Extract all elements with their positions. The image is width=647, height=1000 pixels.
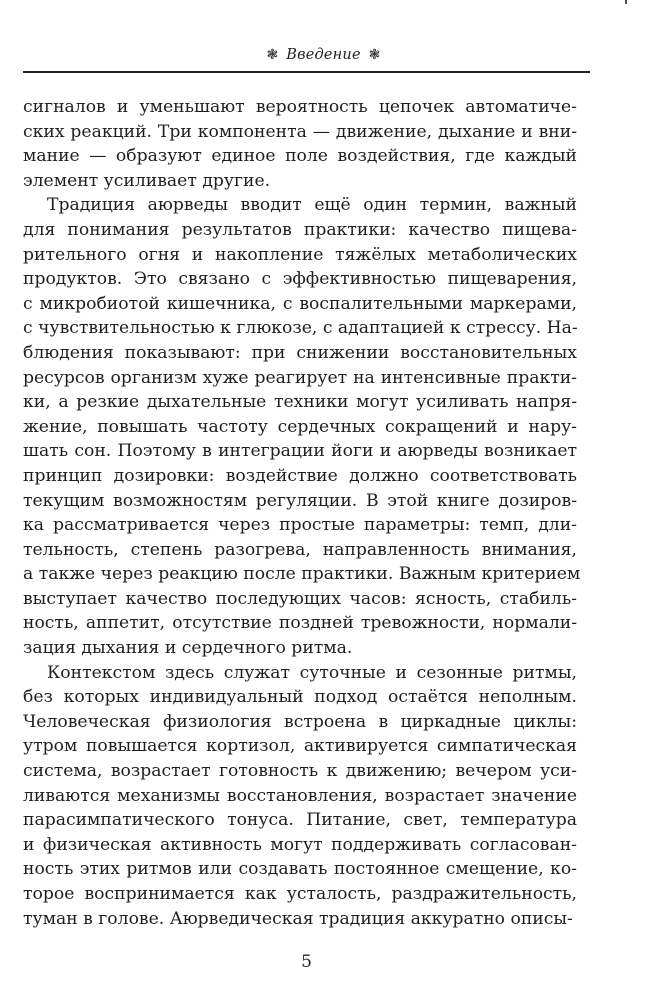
text-line: туман в голове. Аюрведическая традиция аккуратно описы- [23,908,573,929]
text-line: ки, а резкие дыхательные техники могут усиливать напря- [23,392,577,413]
header-rule [23,71,590,73]
chapter-title: Введение [286,47,361,63]
text-line: Традиция аюрведы вводит ещё один термин, важный [47,195,577,216]
text-line: ских реакций. Три компонента — движение, дыхание и вни- [23,121,577,142]
page-number: 5 [301,952,312,972]
text-line: Контекстом здесь служат суточные и сезонные ритмы, [47,662,577,683]
body-text [23,95,581,931]
text-line: ка рассматривается через простые параметры: темп, дли- [23,515,577,536]
text-line: тельность, степень разогрева, направленность внимания, [23,539,577,560]
text-line: с микробиотой кишечника, с воспалительными маркерами, [23,293,577,314]
running-head [0,44,647,66]
text-line: без которых индивидуальный подход остаётся неполным. [23,687,577,708]
text-line: жение, повышать частоту сердечных сокращений и нару- [23,416,577,437]
text-line: шать сон. Поэтому в интеграции йоги и аюрведы возникает [23,441,577,462]
paragraph [23,95,577,193]
text-line: текущим возможностям регуляции. В этой книге дозиров- [23,490,577,511]
paragraph [23,193,581,660]
ornament-left-icon: ❃ [266,47,279,63]
text-line: ливаются механизмы восстановления, возрастает значение [23,785,577,806]
text-line: торое воспринимается как усталость, раздражительность, [23,884,577,904]
text-line: для понимания результатов практики: качество пищева- [23,219,577,240]
text-line: ность, аппетит, отсутствие поздней тревожности, нормали- [23,613,577,634]
text-line: ность этих ритмов или создавать постоянное смещение, ко- [23,859,577,880]
text-line: утром повышается кортизол, активируется симпатическая [23,736,577,757]
paragraph [23,661,577,932]
text-line: парасимпатического тонуса. Питание, свет, температура [23,810,577,831]
text-line: ресурсов организм хуже реагирует на интенсивные практи- [23,367,577,388]
ornament-right-icon: ❃ [368,47,381,63]
text-line: принцип дозировки: воздействие должно соответствовать [23,465,577,486]
text-line: система, возрастает готовность к движению; вечером уси- [23,761,577,782]
text-line: с чувствительностью к глюкозе, с адаптацией к стрессу. На- [23,318,578,339]
text-line: и физическая активность могут поддерживать согласован- [23,834,577,855]
text-line: элемент усиливает другие. [23,170,271,191]
text-line: выступает качество последующих часов: ясность, стабиль- [23,588,577,609]
text-line: а также через реакцию после практики. Важным критерием [23,564,581,585]
text-line: сигналов и уменьшают вероятность цепочек автоматиче- [23,97,577,117]
text-line: продуктов. Это связано с эффективностью пищеварения, [23,269,577,290]
text-line: рительного огня и накопление тяжёлых метаболических [23,244,577,265]
corner-crop-mark [625,0,627,4]
text-line: мание — образуют единое поле воздействия, где каждый [23,146,577,167]
text-line: Человеческая физиология встроена в циркадные циклы: [23,711,577,732]
text-line: зация дыхания и сердечного ритма. [23,638,353,659]
text-line: блюдения показывают: при снижении восстановительных [23,342,577,363]
